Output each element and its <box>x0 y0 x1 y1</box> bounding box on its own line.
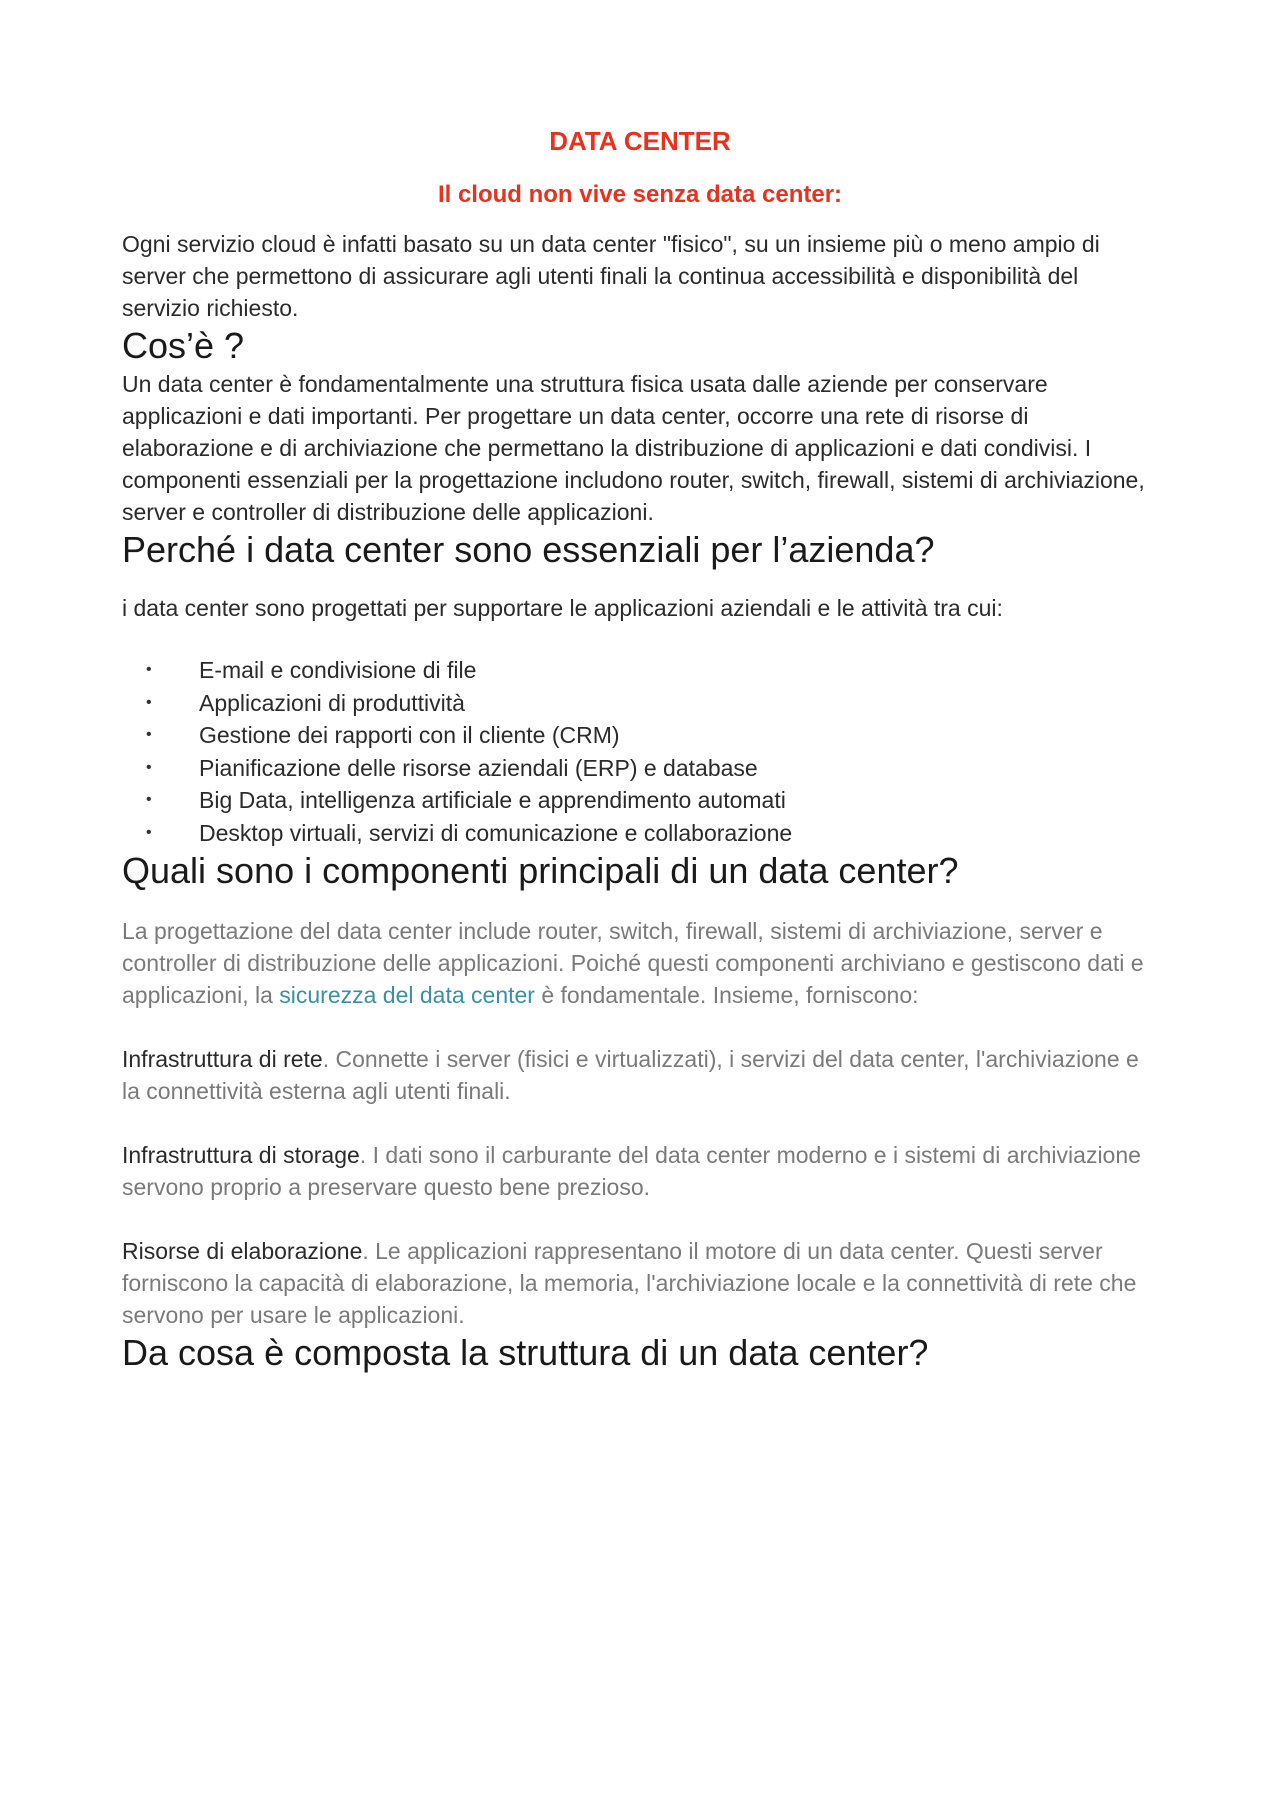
document-subtitle: Il cloud non vive senza data center: <box>437 181 843 208</box>
paragraph-quali <box>122 915 1158 1011</box>
compute-resources-text: . Le applicazioni rappresentano il motore di un data center. Questi server forniscono la capacità di elaborazione, la memoria, l'archiviazione locale e la connettività di rete che servono per usare le applicazioni. <box>122 1238 1137 1328</box>
heading-quali: Quali sono i componenti principali di un data center? <box>122 850 959 891</box>
list-item <box>122 654 1158 687</box>
list-item-text: Gestione dei rapporti con il cliente (CRM) <box>199 722 620 748</box>
list-item <box>122 784 1158 817</box>
heading-cose: Cos’è ? <box>122 325 245 366</box>
network-infrastructure-paragraph <box>122 1043 1158 1107</box>
paragraph-quali-text-start: La progettazione del data center include router, switch, firewall, sistemi di archiviazione, server e controller di distribuzione delle applicazioni. Poiché questi componenti archiviano e gestiscono dati e applicazioni, la <box>122 918 1144 1008</box>
list-item <box>122 687 1158 720</box>
term-compute-resources: Risorse di elaborazione <box>122 1238 363 1264</box>
paragraph-cose: Un data center è fondamentalmente una struttura fisica usata dalle aziende per conservare applicazioni e dati importanti. Per progettare un data center, occorre una rete di risorse di elaborazione e di archiviazione che permettano la distribuzione di applicazioni e dati condivisi. I componenti essenziali per la progettazione includono router, switch, firewall, sistemi di archiviazione, server e controller di distribuzione delle applicazioni. <box>122 371 1145 525</box>
intro-paragraph: Ogni servizio cloud è infatti basato su un data center "fisico", su un insieme più o meno ampio di server che permettono di assicurare agli utenti finali la continua accessibilità e disponibilità del servizio richiesto. <box>122 231 1100 321</box>
heading-perche: Perché i data center sono essenziali per l’azienda? <box>122 529 935 570</box>
paragraph-quali-text-end: è fondamentale. Insieme, forniscono: <box>534 982 919 1008</box>
list-item <box>122 752 1158 785</box>
list-item-text: Applicazioni di produttività <box>199 689 465 716</box>
bullet-icon: • <box>146 726 152 743</box>
term-network-infrastructure: Infrastruttura di rete <box>122 1046 323 1072</box>
list-item-text: Desktop virtuali, servizi di comunicazione e collaborazione <box>199 819 793 846</box>
bullet-icon: • <box>146 693 152 711</box>
bullet-icon: • <box>146 791 152 808</box>
activities-list <box>122 654 1158 849</box>
list-item <box>122 817 1158 850</box>
term-storage-infrastructure: Infrastruttura di storage <box>122 1142 360 1168</box>
security-link[interactable]: sicurezza del data center <box>279 982 535 1008</box>
compute-resources-paragraph <box>122 1235 1158 1331</box>
bullet-icon: • <box>146 758 152 776</box>
document-title: DATA CENTER <box>549 126 731 156</box>
storage-infrastructure-paragraph <box>122 1139 1158 1203</box>
paragraph-perche: i data center sono progettati per supportare le applicazioni aziendali e le attività tra cui: <box>122 595 1003 621</box>
heading-cosa: Da cosa è composta la struttura di un data center? <box>122 1332 929 1373</box>
network-infrastructure-text: . Connette i server (fisici e virtualizzati), i servizi del data center, l'archiviazione e la connettività esterna agli utenti finali. <box>122 1046 1139 1104</box>
list-item-text: Big Data, intelligenza artificiale e apprendimento automati <box>199 787 786 813</box>
list-item <box>122 719 1158 752</box>
list-item-text: Pianificazione delle risorse aziendali (ERP) e database <box>199 754 758 781</box>
bullet-icon: • <box>146 661 152 678</box>
list-item-text: E-mail e condivisione di file <box>199 657 477 683</box>
storage-infrastructure-text: . I dati sono il carburante del data center moderno e i sistemi di archiviazione servono proprio a preservare questo bene prezioso. <box>122 1142 1141 1200</box>
bullet-icon: • <box>146 823 152 841</box>
